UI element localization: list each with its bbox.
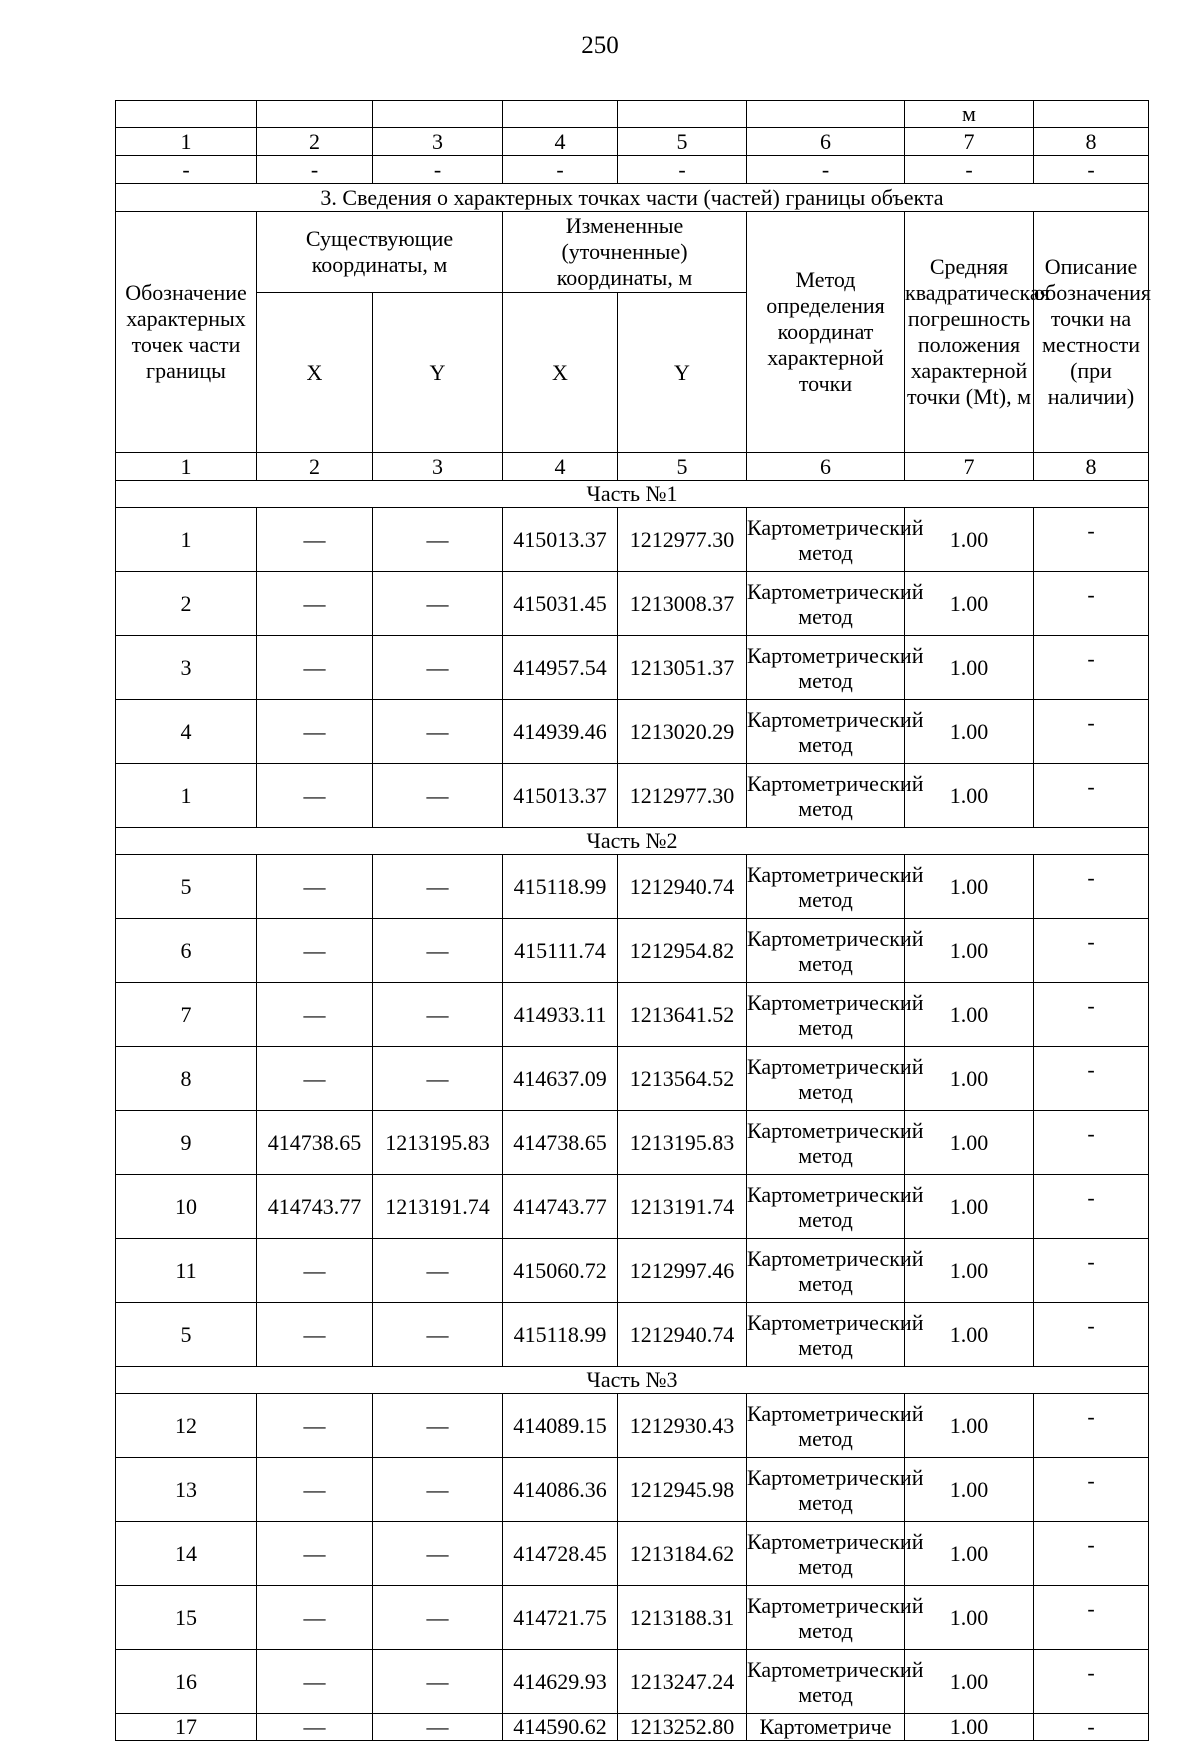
existing-x-cell: — — [257, 983, 373, 1047]
existing-x-cell: — — [257, 636, 373, 700]
table-row — [116, 1394, 1149, 1458]
stub-cell: м — [905, 101, 1034, 128]
method-cell: Картометрический метод — [747, 1522, 905, 1586]
mean-error-cell: 1.00 — [905, 636, 1034, 700]
point-number-cell: 4 — [116, 700, 257, 764]
part-title: Часть №1 — [116, 481, 1149, 508]
mean-error-cell: 1.00 — [905, 1650, 1034, 1714]
dash-row — [116, 156, 1149, 184]
section-title-row — [116, 184, 1149, 212]
point-number-cell: 15 — [116, 1586, 257, 1650]
existing-y-cell: — — [373, 1303, 503, 1367]
column-number: 8 — [1034, 128, 1149, 156]
mean-error-cell: 1.00 — [905, 855, 1034, 919]
column-number: 1 — [116, 453, 257, 481]
header-existing-y: Y — [373, 293, 503, 453]
point-number-cell: 13 — [116, 1458, 257, 1522]
table-row — [116, 1714, 1149, 1741]
header-row-1 — [116, 212, 1149, 293]
column-number: 5 — [618, 453, 747, 481]
dash-cell: - — [373, 156, 503, 184]
method-cell: Картометрический метод — [747, 764, 905, 828]
existing-y-cell: — — [373, 1650, 503, 1714]
point-number-cell: 1 — [116, 508, 257, 572]
table-row — [116, 1522, 1149, 1586]
changed-x-cell: 415013.37 — [503, 764, 618, 828]
stub-cell — [1034, 101, 1149, 128]
column-number: 1 — [116, 128, 257, 156]
existing-y-cell: — — [373, 1047, 503, 1111]
changed-y-cell: 1213195.83 — [618, 1111, 747, 1175]
existing-x-cell: — — [257, 508, 373, 572]
table-row — [116, 1303, 1149, 1367]
existing-x-cell: 414743.77 — [257, 1175, 373, 1239]
column-number: 5 — [618, 128, 747, 156]
header-mean-error: Средняя квадратическая погрешность положения характерной точки (Mt), м — [905, 212, 1034, 453]
existing-y-cell: — — [373, 1458, 503, 1522]
mean-error-cell: 1.00 — [905, 1047, 1034, 1111]
part-title: Часть №2 — [116, 828, 1149, 855]
point-number-cell: 17 — [116, 1714, 257, 1741]
changed-y-cell: 1212940.74 — [618, 855, 747, 919]
description-cell: - — [1034, 983, 1149, 1047]
description-cell: - — [1034, 1111, 1149, 1175]
dash-cell: - — [1034, 156, 1149, 184]
column-number: 6 — [747, 453, 905, 481]
method-cell: Картометриче — [747, 1714, 905, 1741]
changed-x-cell: 414957.54 — [503, 636, 618, 700]
existing-x-cell: — — [257, 1522, 373, 1586]
stub-cell — [747, 101, 905, 128]
changed-y-cell: 1212945.98 — [618, 1458, 747, 1522]
existing-y-cell: — — [373, 572, 503, 636]
point-number-cell: 8 — [116, 1047, 257, 1111]
header-method: Метод определения координат характерной точки — [747, 212, 905, 453]
mean-error-cell: 1.00 — [905, 1394, 1034, 1458]
existing-y-cell: 1213195.83 — [373, 1111, 503, 1175]
changed-x-cell: 414637.09 — [503, 1047, 618, 1111]
method-cell: Картометрический метод — [747, 1111, 905, 1175]
changed-x-cell: 415118.99 — [503, 1303, 618, 1367]
method-cell: Картометрический метод — [747, 1394, 905, 1458]
existing-x-cell: — — [257, 1650, 373, 1714]
existing-y-cell: — — [373, 636, 503, 700]
stub-cell — [503, 101, 618, 128]
changed-x-cell: 414089.15 — [503, 1394, 618, 1458]
table-row — [116, 764, 1149, 828]
mean-error-cell: 1.00 — [905, 572, 1034, 636]
changed-x-cell: 415118.99 — [503, 855, 618, 919]
point-number-cell: 9 — [116, 1111, 257, 1175]
method-cell: Картометрический метод — [747, 1458, 905, 1522]
stub-cell — [257, 101, 373, 128]
changed-x-cell: 414738.65 — [503, 1111, 618, 1175]
table-row — [116, 1111, 1149, 1175]
table-row — [116, 636, 1149, 700]
section-title: 3. Сведения о характерных точках части (частей) границы объекта — [116, 184, 1149, 212]
point-number-cell: 2 — [116, 572, 257, 636]
description-cell: - — [1034, 1522, 1149, 1586]
changed-x-cell: 415013.37 — [503, 508, 618, 572]
method-cell: Картометрический метод — [747, 1650, 905, 1714]
column-number: 6 — [747, 128, 905, 156]
mean-error-cell: 1.00 — [905, 983, 1034, 1047]
header-point-designation: Обозначение характерных точек части границы — [116, 212, 257, 453]
changed-y-cell: 1213184.62 — [618, 1522, 747, 1586]
column-number: 3 — [373, 128, 503, 156]
mean-error-cell: 1.00 — [905, 508, 1034, 572]
method-cell: Картометрический метод — [747, 1175, 905, 1239]
existing-x-cell: — — [257, 855, 373, 919]
point-number-cell: 10 — [116, 1175, 257, 1239]
description-cell: - — [1034, 700, 1149, 764]
point-number-cell: 7 — [116, 983, 257, 1047]
column-number: 2 — [257, 128, 373, 156]
column-numbers-row — [116, 128, 1149, 156]
mean-error-cell: 1.00 — [905, 1111, 1034, 1175]
description-cell: - — [1034, 855, 1149, 919]
header-changed-coords: Измененные (уточненные) координаты, м — [503, 212, 747, 293]
method-cell: Картометрический метод — [747, 636, 905, 700]
boundary-points-table — [115, 100, 1152, 1741]
method-cell: Картометрический метод — [747, 919, 905, 983]
mean-error-cell: 1.00 — [905, 1458, 1034, 1522]
description-cell: - — [1034, 572, 1149, 636]
table-row — [116, 1458, 1149, 1522]
column-number: 4 — [503, 453, 618, 481]
existing-y-cell: — — [373, 1394, 503, 1458]
existing-y-cell: — — [373, 1239, 503, 1303]
changed-y-cell: 1212997.46 — [618, 1239, 747, 1303]
dash-cell: - — [116, 156, 257, 184]
mean-error-cell: 1.00 — [905, 1175, 1034, 1239]
table-row — [116, 1586, 1149, 1650]
changed-x-cell: 415111.74 — [503, 919, 618, 983]
changed-y-cell: 1213188.31 — [618, 1586, 747, 1650]
existing-y-cell: — — [373, 508, 503, 572]
existing-x-cell: — — [257, 1394, 373, 1458]
column-number: 3 — [373, 453, 503, 481]
existing-y-cell: — — [373, 983, 503, 1047]
method-cell: Картометрический метод — [747, 1239, 905, 1303]
changed-x-cell: 415031.45 — [503, 572, 618, 636]
column-number: 8 — [1034, 453, 1149, 481]
point-number-cell: 12 — [116, 1394, 257, 1458]
changed-y-cell: 1213191.74 — [618, 1175, 747, 1239]
method-cell: Картометрический метод — [747, 1047, 905, 1111]
changed-x-cell: 414743.77 — [503, 1175, 618, 1239]
point-number-cell: 16 — [116, 1650, 257, 1714]
changed-y-cell: 1212940.74 — [618, 1303, 747, 1367]
description-cell: - — [1034, 1047, 1149, 1111]
mean-error-cell: 1.00 — [905, 1714, 1034, 1741]
existing-y-cell: — — [373, 855, 503, 919]
header-existing-coords: Существующие координаты, м — [257, 212, 503, 293]
mean-error-cell: 1.00 — [905, 700, 1034, 764]
stub-cell — [373, 101, 503, 128]
column-numbers-row — [116, 453, 1149, 481]
table-row — [116, 855, 1149, 919]
existing-x-cell: — — [257, 919, 373, 983]
point-number-cell: 5 — [116, 855, 257, 919]
existing-x-cell: — — [257, 764, 373, 828]
description-cell: - — [1034, 1650, 1149, 1714]
part-title: Часть №3 — [116, 1367, 1149, 1394]
existing-x-cell: 414738.65 — [257, 1111, 373, 1175]
table-row — [116, 1047, 1149, 1111]
changed-y-cell: 1213008.37 — [618, 572, 747, 636]
table-row — [116, 1239, 1149, 1303]
method-cell: Картометрический метод — [747, 1303, 905, 1367]
description-cell: - — [1034, 1458, 1149, 1522]
dash-cell: - — [905, 156, 1034, 184]
changed-y-cell: 1213247.24 — [618, 1650, 747, 1714]
stub-cell — [618, 101, 747, 128]
changed-x-cell: 414086.36 — [503, 1458, 618, 1522]
point-number-cell: 1 — [116, 764, 257, 828]
changed-y-cell: 1212954.82 — [618, 919, 747, 983]
changed-y-cell: 1213051.37 — [618, 636, 747, 700]
existing-y-cell: — — [373, 764, 503, 828]
changed-x-cell: 414933.11 — [503, 983, 618, 1047]
description-cell: - — [1034, 636, 1149, 700]
description-cell: - — [1034, 919, 1149, 983]
method-cell: Картометрический метод — [747, 572, 905, 636]
description-cell: - — [1034, 1394, 1149, 1458]
existing-y-cell: — — [373, 1714, 503, 1741]
header-existing-x: X — [257, 293, 373, 453]
description-cell: - — [1034, 1303, 1149, 1367]
existing-x-cell: — — [257, 1458, 373, 1522]
table-row — [116, 572, 1149, 636]
description-cell: - — [1034, 508, 1149, 572]
dash-cell: - — [747, 156, 905, 184]
dash-cell: - — [618, 156, 747, 184]
mean-error-cell: 1.00 — [905, 919, 1034, 983]
changed-y-cell: 1213641.52 — [618, 983, 747, 1047]
changed-x-cell: 415060.72 — [503, 1239, 618, 1303]
mean-error-cell: 1.00 — [905, 1303, 1034, 1367]
dash-cell: - — [257, 156, 373, 184]
table-row — [116, 983, 1149, 1047]
changed-y-cell: 1213020.29 — [618, 700, 747, 764]
table-row — [116, 919, 1149, 983]
existing-y-cell: — — [373, 700, 503, 764]
existing-y-cell: — — [373, 919, 503, 983]
column-number: 7 — [905, 128, 1034, 156]
existing-x-cell: — — [257, 700, 373, 764]
mean-error-cell: 1.00 — [905, 764, 1034, 828]
existing-x-cell: — — [257, 1047, 373, 1111]
header-changed-x: X — [503, 293, 618, 453]
method-cell: Картометрический метод — [747, 700, 905, 764]
changed-y-cell: 1212977.30 — [618, 508, 747, 572]
method-cell: Картометрический метод — [747, 508, 905, 572]
point-number-cell: 11 — [116, 1239, 257, 1303]
table-row — [116, 508, 1149, 572]
part-header-row — [116, 481, 1149, 508]
point-number-cell: 6 — [116, 919, 257, 983]
page-number: 250 — [581, 32, 619, 59]
method-cell: Картометрический метод — [747, 1586, 905, 1650]
description-cell: - — [1034, 1586, 1149, 1650]
changed-x-cell: 414590.62 — [503, 1714, 618, 1741]
existing-x-cell: — — [257, 572, 373, 636]
dash-cell: - — [503, 156, 618, 184]
point-number-cell: 5 — [116, 1303, 257, 1367]
existing-x-cell: — — [257, 1239, 373, 1303]
part-header-row — [116, 1367, 1149, 1394]
mean-error-cell: 1.00 — [905, 1522, 1034, 1586]
changed-x-cell: 414939.46 — [503, 700, 618, 764]
method-cell: Картометрический метод — [747, 855, 905, 919]
description-cell: - — [1034, 764, 1149, 828]
header-description: Описание обозначения точки на местности (при наличии) — [1034, 212, 1149, 453]
existing-x-cell: — — [257, 1303, 373, 1367]
existing-y-cell: — — [373, 1586, 503, 1650]
changed-x-cell: 414629.93 — [503, 1650, 618, 1714]
point-number-cell: 3 — [116, 636, 257, 700]
changed-x-cell: 414728.45 — [503, 1522, 618, 1586]
stub-cell — [116, 101, 257, 128]
description-cell: - — [1034, 1239, 1149, 1303]
top-stub-row — [116, 101, 1149, 128]
existing-y-cell: 1213191.74 — [373, 1175, 503, 1239]
existing-x-cell: — — [257, 1714, 373, 1741]
point-number-cell: 14 — [116, 1522, 257, 1586]
part-header-row — [116, 828, 1149, 855]
changed-x-cell: 414721.75 — [503, 1586, 618, 1650]
column-number: 7 — [905, 453, 1034, 481]
changed-y-cell: 1212930.43 — [618, 1394, 747, 1458]
changed-y-cell: 1213564.52 — [618, 1047, 747, 1111]
existing-y-cell: — — [373, 1522, 503, 1586]
changed-y-cell: 1213252.80 — [618, 1714, 747, 1741]
existing-x-cell: — — [257, 1586, 373, 1650]
description-cell: - — [1034, 1714, 1149, 1741]
header-changed-y: Y — [618, 293, 747, 453]
column-number: 4 — [503, 128, 618, 156]
method-cell: Картометрический метод — [747, 983, 905, 1047]
table-row — [116, 1175, 1149, 1239]
mean-error-cell: 1.00 — [905, 1239, 1034, 1303]
column-number: 2 — [257, 453, 373, 481]
changed-y-cell: 1212977.30 — [618, 764, 747, 828]
mean-error-cell: 1.00 — [905, 1586, 1034, 1650]
description-cell: - — [1034, 1175, 1149, 1239]
table-row — [116, 700, 1149, 764]
table-row — [116, 1650, 1149, 1714]
